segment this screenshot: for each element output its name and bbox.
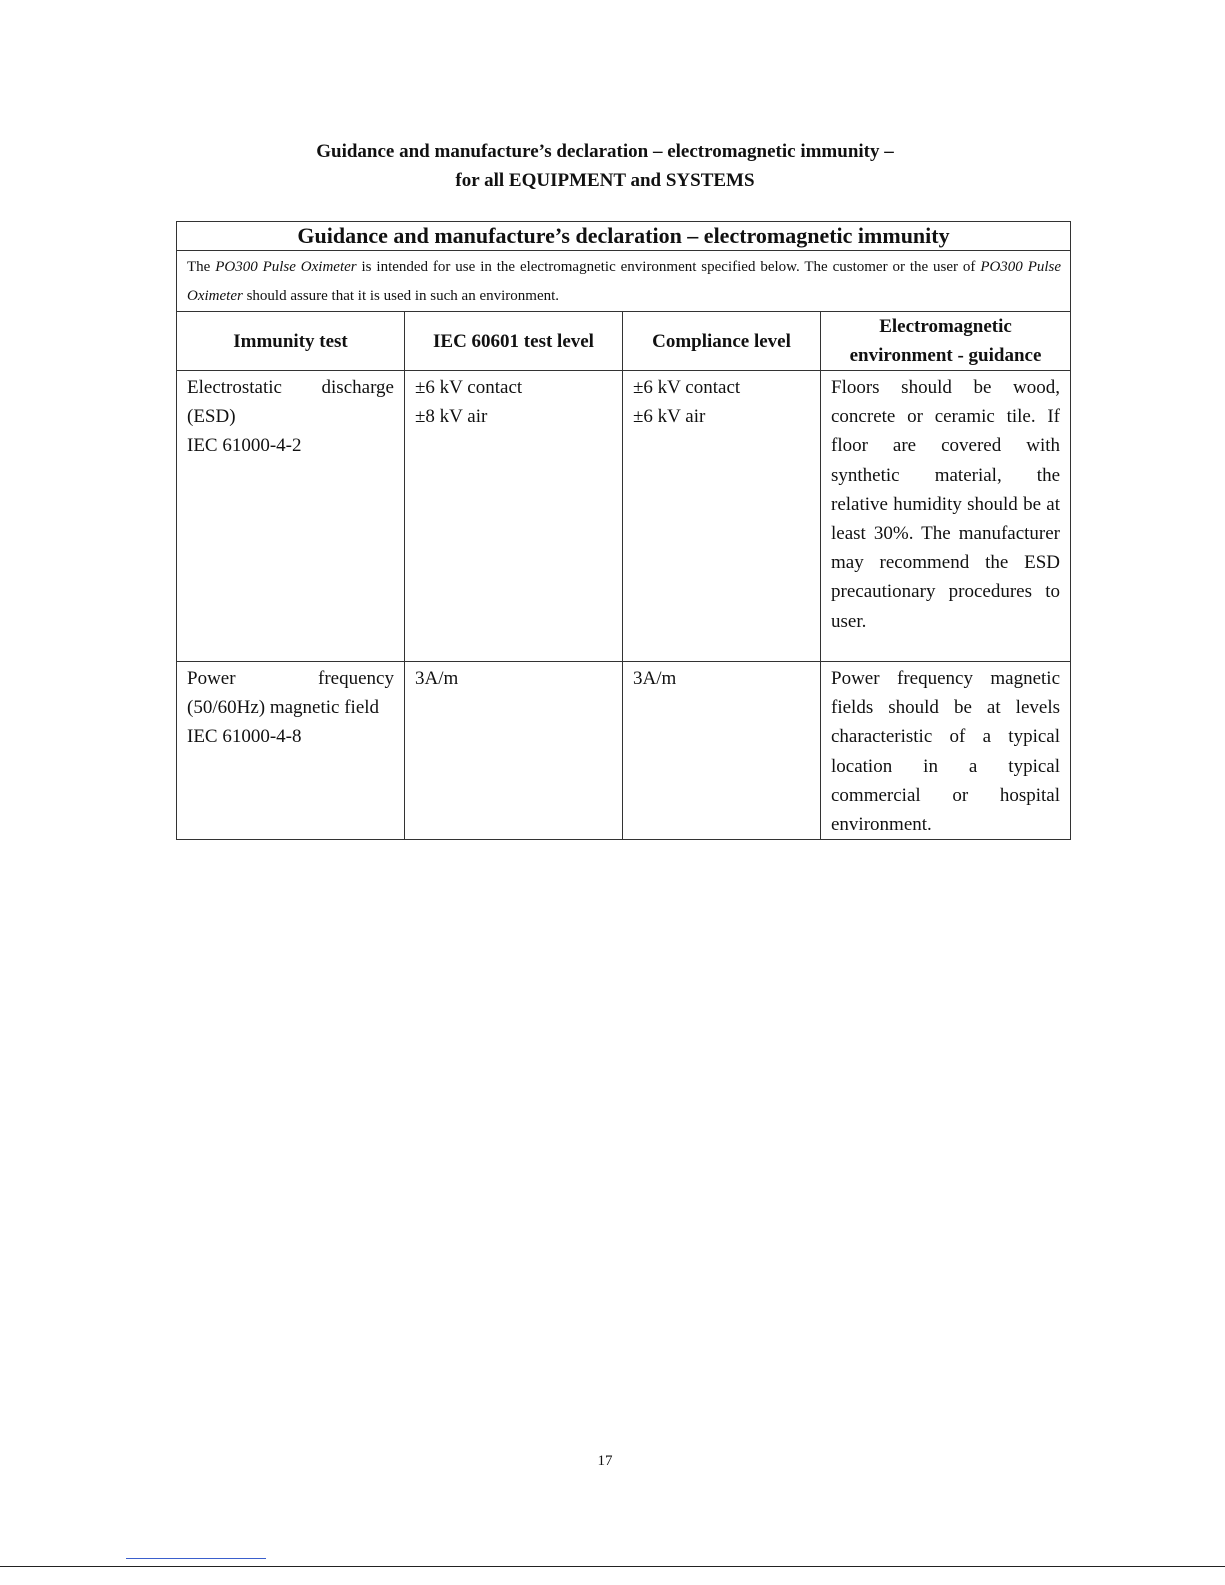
cell-test-level — [405, 371, 623, 662]
page-heading — [0, 137, 1210, 195]
cell-compliance-level — [623, 371, 821, 662]
test-name-line: (50/60Hz) magnetic field — [187, 697, 380, 719]
table-caption: Guidance and manufacture’s declaration – electromagnetic immunity — [177, 222, 1071, 251]
test-level-value: ±6 kV contact — [415, 377, 523, 398]
footer-rule — [0, 1566, 1225, 1567]
heading-line-1: Guidance and manufacture’s declaration – electromagnetic immunity – — [316, 141, 894, 162]
heading-line-2: for all EQUIPMENT and SYSTEMS — [455, 170, 755, 191]
page-number: 17 — [597, 1453, 613, 1469]
footer-link-underline — [126, 1558, 266, 1559]
intro-text-1: The — [187, 259, 216, 275]
header-immunity-test: Immunity test — [177, 312, 405, 371]
intro-product-name-1: PO300 Pulse Oximeter — [215, 259, 357, 275]
compliance-value: ±6 kV contact — [633, 377, 741, 398]
header-guidance-line-2: environment - guidance — [849, 345, 1042, 366]
cell-test-level — [405, 662, 623, 840]
header-environment-guidance — [821, 312, 1071, 371]
table-header-row — [177, 312, 1071, 371]
test-name-line: Power frequency — [187, 668, 394, 689]
test-standard: IEC 61000-4-2 — [187, 435, 302, 457]
compliance-value: 3A/m — [633, 668, 677, 689]
emc-immunity-table — [176, 221, 1071, 840]
table-intro — [177, 251, 1071, 312]
cell-immunity-test — [177, 371, 405, 662]
header-iec-test-level: IEC 60601 test level — [405, 312, 623, 371]
table-row — [177, 371, 1071, 662]
cell-guidance: Power frequency magnetic fields should be at levels characteristic of a typical location in a typical commercial or hospital environment. — [821, 662, 1071, 840]
intro-text-3: should assure that it is used in such an environment. — [242, 288, 560, 304]
table-intro-row — [177, 251, 1071, 312]
test-name-line: Electrostatic discharge — [187, 377, 394, 398]
cell-guidance: Floors should be wood, concrete or ceramic tile. If floor are covered with synthetic material, the relative humidity should be at least 30%. The manufacturer may recommend the ESD precautionary procedures to user. — [821, 371, 1071, 662]
test-name-line: (ESD) — [187, 406, 236, 428]
test-standard: IEC 61000-4-8 — [187, 726, 302, 748]
test-level-value: 3A/m — [415, 668, 459, 689]
table-row — [177, 662, 1071, 840]
intro-text-2: is intended for use in the electromagnetic environment specified below. The customer or the user of — [356, 259, 981, 275]
compliance-value: ±6 kV air — [633, 406, 706, 428]
cell-compliance-level — [623, 662, 821, 840]
header-guidance-line-1: Electromagnetic — [879, 316, 1012, 337]
header-compliance-level: Compliance level — [623, 312, 821, 371]
cell-immunity-test — [177, 662, 405, 840]
table-caption-row — [177, 222, 1071, 251]
test-level-value: ±8 kV air — [415, 406, 488, 428]
intro-product-name-2: PO300 Pulse Oximeter — [187, 259, 1062, 304]
